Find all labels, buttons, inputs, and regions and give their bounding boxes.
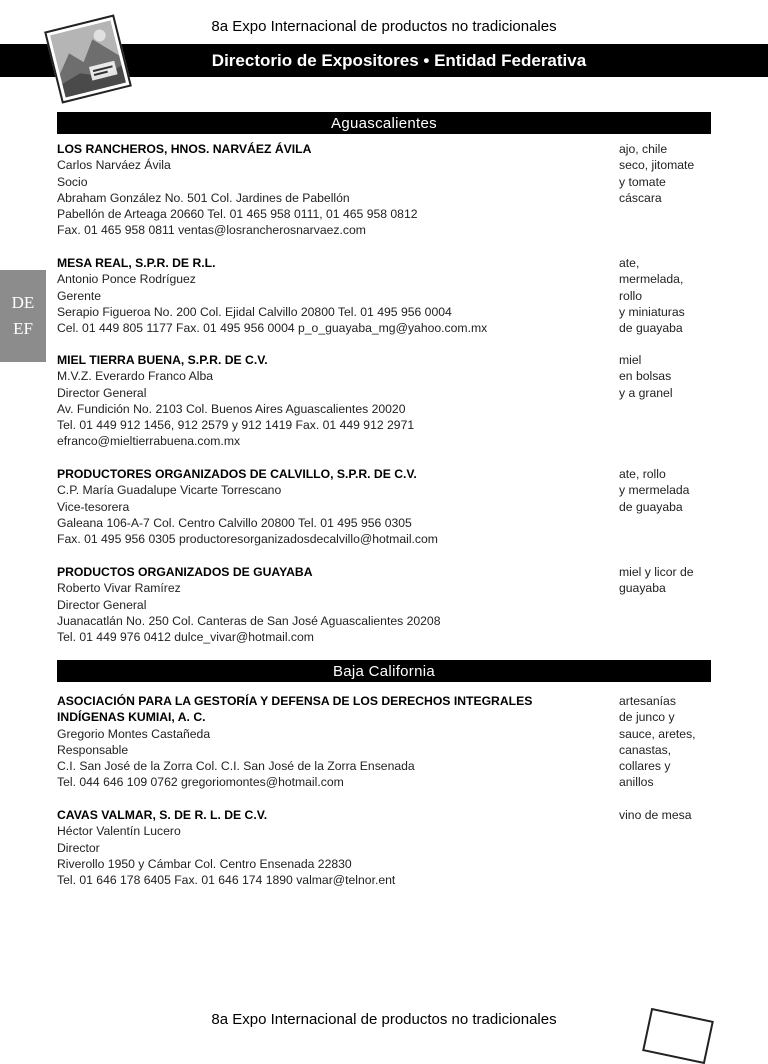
product-line: collares y [619,759,671,774]
products [619,807,714,823]
banner-title: Directorio de Expositores • Entidad Federativa [211,50,587,70]
section-title: Baja California [332,662,436,680]
contact-role: Vice-tesorera [57,499,130,514]
contact-role: Director General [57,597,147,612]
product-line: miel y licor de [619,565,694,579]
product-line: miel [619,353,642,367]
products [619,564,714,597]
product-line: cáscara [619,190,662,205]
product-line: vino de mesa [619,808,692,822]
address-phone: Galeana 106-A-7 Col. Centro Calvillo 20800 Tel. 01 495 956 0305 [57,515,412,530]
company-name: MESA REAL, S.P.R. DE R.L. [57,256,216,270]
cell-fax-email: Cel. 01 449 805 1177 Fax. 01 495 956 0004 p_o_guayaba_mg@yahoo.com.mx [57,321,488,336]
product-line: en bolsas [619,369,672,384]
exhibitor-entry [57,807,711,888]
contact-name: Héctor Valentín Lucero [57,824,181,839]
products [619,693,714,791]
contact-name: Antonio Ponce Rodríguez [57,272,196,287]
products [619,352,714,401]
product-line: ate, rollo [619,467,666,481]
product-line: ate, [619,256,640,270]
product-line: y a granel [619,385,673,400]
contact-role: Director [57,840,100,855]
exhibitor-entry [57,564,711,645]
product-line: canastas, [619,742,672,757]
product-line: seco, jitomate [619,158,695,173]
expo-title: 8a Expo Internacional de productos no tradicionales [211,18,557,35]
contact-name: C.P. María Guadalupe Vicarte Torrescano [57,483,282,498]
address: C.I. San José de la Zorra Col. C.I. San José de la Zorra Ensenada [57,759,415,774]
company-name: PRODUCTORES ORGANIZADOS DE CALVILLO, S.P.R. DE C.V. [57,467,417,481]
company-name: PRODUCTOS ORGANIZADOS DE GUAYABA [57,565,313,579]
address: Abraham González No. 501 Col. Jardines de Pabellón [57,190,350,205]
address: Av. Fundición No. 2103 Col. Buenos Aires Aguascalientes 20020 [57,401,406,416]
product-line: guayaba [619,581,666,596]
contact-role: Socio [57,174,88,189]
products [619,466,714,515]
section-index-tab [0,270,46,362]
product-line: anillos [619,775,654,790]
product-line: ajo, chile [619,142,668,156]
contact-role: Gerente [57,288,102,303]
contact-name: Roberto Vivar Ramírez [57,581,181,596]
company-name: LOS RANCHEROS, HNOS. NARVÁEZ ÁVILA [57,142,312,156]
company-name: MIEL TIERRA BUENA, S.P.R. DE C.V. [57,353,268,367]
product-line: de junco y [619,710,675,725]
phone-email: Tel. 01 449 976 0412 dulce_vivar@hotmail.com [57,630,314,645]
product-line: y tomate [619,174,666,189]
exhibitor-entry [57,352,711,450]
products [619,255,714,336]
company-name: CAVAS VALMAR, S. DE R. L. DE C.V. [57,808,268,822]
product-line: de guayaba [619,321,683,336]
exhibitor-entry [57,141,711,239]
product-line: artesanías [619,694,676,708]
exhibitor-entry [57,693,711,791]
contact-name: M.V.Z. Everardo Franco Alba [57,369,214,384]
product-line: mermelada, [619,272,684,287]
section-header-aguascalientes [57,112,711,134]
company-name: ASOCIACIÓN PARA LA GESTORÍA Y DEFENSA DE LOS DERECHOS INTEGRALES [57,694,533,708]
tab-line-2: EF [13,319,33,338]
products [619,141,714,206]
contact-name: Carlos Narváez Ávila [57,158,171,173]
product-line: y miniaturas [619,304,685,319]
phone: Pabellón de Arteaga 20660 Tel. 01 465 958 0111, 01 465 958 0812 [57,207,418,222]
exhibitor-entry [57,466,711,547]
address: Juanacatlán No. 250 Col. Canteras de San José Aguascalientes 20208 [57,613,441,628]
address-phone: Serapio Figueroa No. 200 Col. Ejidal Calvillo 20800 Tel. 01 495 956 0004 [57,304,452,319]
product-line: y mermelada [619,483,690,498]
fax-email: Fax. 01 465 958 0811 ventas@losrancherosnarvaez.com [57,223,366,238]
tab-line-1: DE [11,293,35,312]
section-header-baja-california [57,660,711,682]
logo-image [50,20,126,97]
contact-role: Responsable [57,742,129,757]
logo-graphic-icon [50,20,126,97]
product-line: de guayaba [619,499,683,514]
address: Riverollo 1950 y Cámbar Col. Centro Ensenada 22830 [57,856,352,871]
company-name-continued: INDÍGENAS KUMIAI, A. C. [57,710,206,725]
contact-name: Gregorio Montes Castañeda [57,726,211,741]
phone-fax: Tel. 01 449 912 1456, 912 2579 y 912 1419 Fax. 01 449 912 2971 [57,418,415,433]
section-title: Aguascalientes [331,114,437,132]
product-line: sauce, aretes, [619,726,696,741]
product-line: rollo [619,288,643,303]
email: efranco@mieltierrabuena.com.mx [57,434,241,449]
phone-email: Tel. 044 646 109 0762 gregoriomontes@hotmail.com [57,775,344,790]
phone-fax-email: Tel. 01 646 178 6405 Fax. 01 646 174 1890 valmar@telnor.ent [57,873,396,888]
contact-role: Director General [57,385,147,400]
footer-expo-title: 8a Expo Internacional de productos no tradicionales [211,1011,557,1028]
fax-email: Fax. 01 495 956 0305 productoresorganizadosdecalvillo@hotmail.com [57,532,438,547]
exhibitor-entry [57,255,711,336]
